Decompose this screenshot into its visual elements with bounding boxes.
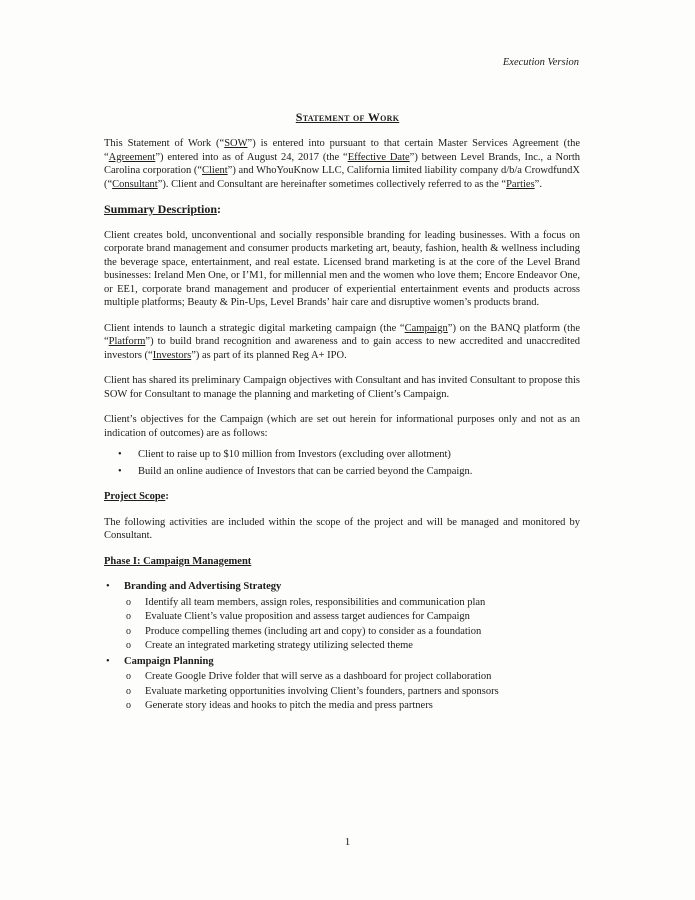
document-body	[104, 137, 580, 715]
phase-group-items	[124, 596, 580, 653]
summary-paragraph-1: Client creates bold, unconventional and socially responsible branding for leading businesses. With a focus on corporate brand management and consumer products marketing art, beauty, fashion, health & wellness including the beverage space, entertainment, and real estate. Licensed brand marketing is at the core of the Level Brand businesses: Ireland Men One, or I’M1, for millennial men and the women who love them; Encore Endeavor One, or EE1, corporate brand management and producer of experiential entertainment events and products across multiple platforms; Beauty & Pin-Ups, Level Brands’ hair care and disruptive women’s products brand.	[104, 229, 580, 308]
phase-item: o Create an integrated marketing strategy utilizing selected theme	[124, 639, 580, 653]
project-scope-heading: Project Scope:	[104, 491, 169, 502]
intro-paragraph: This Statement of Work (“SOW”) is entered into pursuant to that certain Master Services Agreement (the “Agreement”) entered into as of August 24, 2017 (the “Effective Date”) between Level Brands, Inc., a North Carolina corporation (“Client”) and WhoYouKnow LLC, California limited liability company d/b/a CrowdfundX (“Consultant”). Client and Consultant are hereinafter sometimes collectively referred to as the “Parties”.	[104, 138, 580, 190]
defined-term-client: Client	[202, 165, 228, 176]
project-scope-paragraph: The following activities are included within the scope of the project and will be managed and monitored by Consultant.	[104, 516, 580, 541]
defined-term-sow: SOW	[224, 138, 248, 149]
page-number: 1	[344, 836, 351, 848]
summary-paragraph-4: Client’s objectives for the Campaign (which are set out herein for informational purposes only and not as an indication of outcomes) are as follows:	[104, 414, 580, 439]
defined-term-investors: Investors	[152, 349, 192, 361]
phase-group-title: • Branding and Advertising Strategy	[124, 581, 282, 592]
phase-item: o Evaluate marketing opportunities involving Client’s founders, partners and sponsors	[124, 685, 580, 699]
defined-term-parties: Parties	[506, 178, 535, 190]
phase-item: o Generate story ideas and hooks to pitch the media and press partners	[124, 699, 580, 713]
phase-group	[104, 580, 580, 653]
phase-group-items	[124, 670, 580, 713]
phase-group	[104, 655, 580, 713]
defined-term-platform: Platform	[108, 336, 146, 347]
objective-item: • Client to raise up to $10 million from Investors (excluding over allotment)	[104, 448, 580, 462]
phase1-heading: Phase I: Campaign Management	[104, 555, 252, 567]
document-title: Statement of Work	[295, 110, 400, 124]
phase1-list	[104, 580, 580, 713]
summary-heading: Summary Description:	[104, 202, 221, 216]
phase-item: o Create Google Drive folder that will serve as a dashboard for project collaboration	[124, 670, 580, 684]
phase-item: o Identify all team members, assign roles, responsibilities and communication plan	[124, 596, 580, 610]
summary-paragraph-3: Client has shared its preliminary Campaign objectives with Consultant and has invited Consultant to propose this SOW for Consultant to manage the planning and marketing of Client’s Campaign.	[104, 375, 580, 400]
objectives-list	[104, 448, 580, 478]
summary-paragraph-2: Client intends to launch a strategic digital marketing campaign (the “Campaign”) on the BANQ platform (the “Platform”) to build brand recognition and awareness and to gain access to new accredited and unaccredited investors (“Investors”) as part of its planned Reg A+ IPO.	[104, 322, 581, 361]
defined-term-effective-date: Effective Date	[347, 151, 410, 163]
phase-item: o Produce compelling themes (including art and copy) to consider as a foundation	[124, 625, 580, 639]
execution-version-label: Execution Version	[502, 57, 579, 68]
objective-item: • Build an online audience of Investors that can be carried beyond the Campaign.	[104, 465, 580, 479]
defined-term-consultant: Consultant	[112, 178, 158, 190]
phase-group-title: • Campaign Planning	[124, 655, 214, 667]
defined-term-campaign: Campaign	[404, 322, 448, 334]
phase-item: o Evaluate Client’s value proposition and assess target audiences for Campaign	[124, 610, 580, 624]
defined-term-agreement: Agreement	[108, 151, 156, 163]
